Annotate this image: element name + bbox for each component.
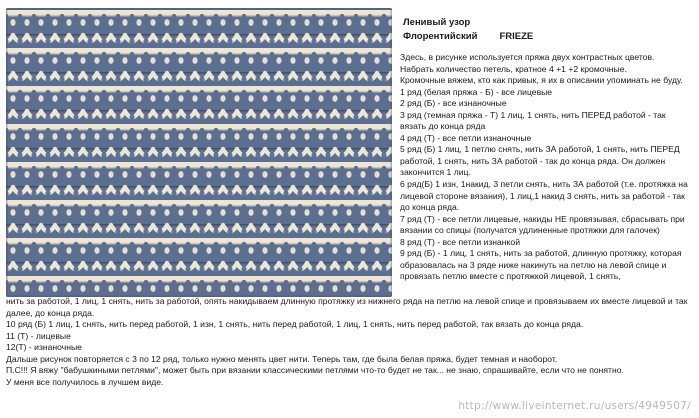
row-instruction: 1 ряд (белая пряжа - Б) - все лицевые [400, 86, 553, 97]
intro-line: Кромочные вяжем, кто как привык, я их в описании упоминать не буду. [400, 75, 683, 86]
pattern-subtitle-en: FRIEZE [499, 31, 534, 42]
row-instruction: 10 ряд (Б) 1 лиц, 1 снять, нить перед работой, 1 изн, 1 снять, нить перед работой, 1 лиц, 1 снять, нить перед работой, так вязать до конца ряда. [6, 319, 584, 330]
row-instruction: 9 ряд (Б) - 1 лиц, 1 снять, нить за работой, длинную протяжку, которая образовалась на 3 ряде ниже накинуть на петлю на левой спице и провязать петлю вместе с протяжкой лицевой, 1 снять, [400, 248, 682, 282]
intro-line: Здесь, в рисунке используется пряжа двух контрастных цветов. [400, 52, 655, 62]
intro-line: Набрать количество петель, кратное 4 +1 +2 кромочные. [400, 63, 627, 74]
row-instruction: 7 ряд (Т) - все петли лицевые, накиды НЕ провязывая, сбрасывать при вязании со спицы (получатся удлиненные протяжки для галочек) [400, 213, 685, 236]
row-instruction: 2 ряд (Б) - все изнаночные [400, 98, 507, 109]
row-instruction: 4 ряд (Т) - все петли изнаночные [400, 132, 532, 143]
row-instruction: 3 ряд (темная пряжа - Т) 1 лиц, 1 снять, нить ПЕРЕД работой - так вязать до конца ряда [400, 109, 666, 132]
source-watermark: http://www.liveinternet.ru/users/4949507/ [458, 400, 691, 412]
row-instruction: 11 (Т) - лицевые [6, 330, 71, 341]
pattern-instructions-bottom [6, 296, 694, 388]
row-instruction: 12(Т) - изнаночные [6, 342, 82, 353]
row-instruction: 5 ряд (Б) 1 лиц, 1 петлю снять, нить ЗА работой, 1 снять, нить ПЕРЕД работой, 1 снять, нить ЗА работой - так до конца ряда. Он должен закончится 1 лиц. [400, 144, 680, 178]
ps-note: П.С!!! Я вяжу "бабушкиными петлями", может быть при вязании классическими петлями что-то будет не так... не знаю, спрашивайте, если что не понятно. [6, 365, 624, 376]
pattern-title: Ленивый узор [403, 17, 471, 28]
row-instruction: 6 ряд(Б) 1 изн, 1накид, 3 петли снять, нить ЗА работой (т.е. протяжка на лицевой стороне вязания), 1 лиц,1 накид 3 снять, нить за работой - так до конца ряда. [400, 179, 688, 213]
knitting-swatch-photo [6, 8, 392, 297]
pattern-instructions-right [400, 52, 692, 283]
pattern-subtitle [403, 31, 533, 43]
repeat-note: Дальше рисунок повторяется с 3 по 12 ряд, только нужно менять цвет нити. Теперь там, где была белая пряжа, будет темная и наоборот. [6, 353, 558, 364]
knitting-pattern-illustration [6, 8, 392, 297]
row-instruction: 8 ряд (Т) - все петли изнанкой [400, 236, 520, 247]
row-continuation: нить за работой, 1 лиц, 1 снять, нить за работой, опять накидываем длинную протяжку из нижнего ряда на петлю на левой спице и провязываем их вместе лицевой и так далее, до конца ряда. [6, 296, 688, 318]
pattern-subtitle-ru: Флорентийский [403, 31, 478, 42]
closing-note: У меня все получилось в лучшем виде. [6, 376, 164, 387]
